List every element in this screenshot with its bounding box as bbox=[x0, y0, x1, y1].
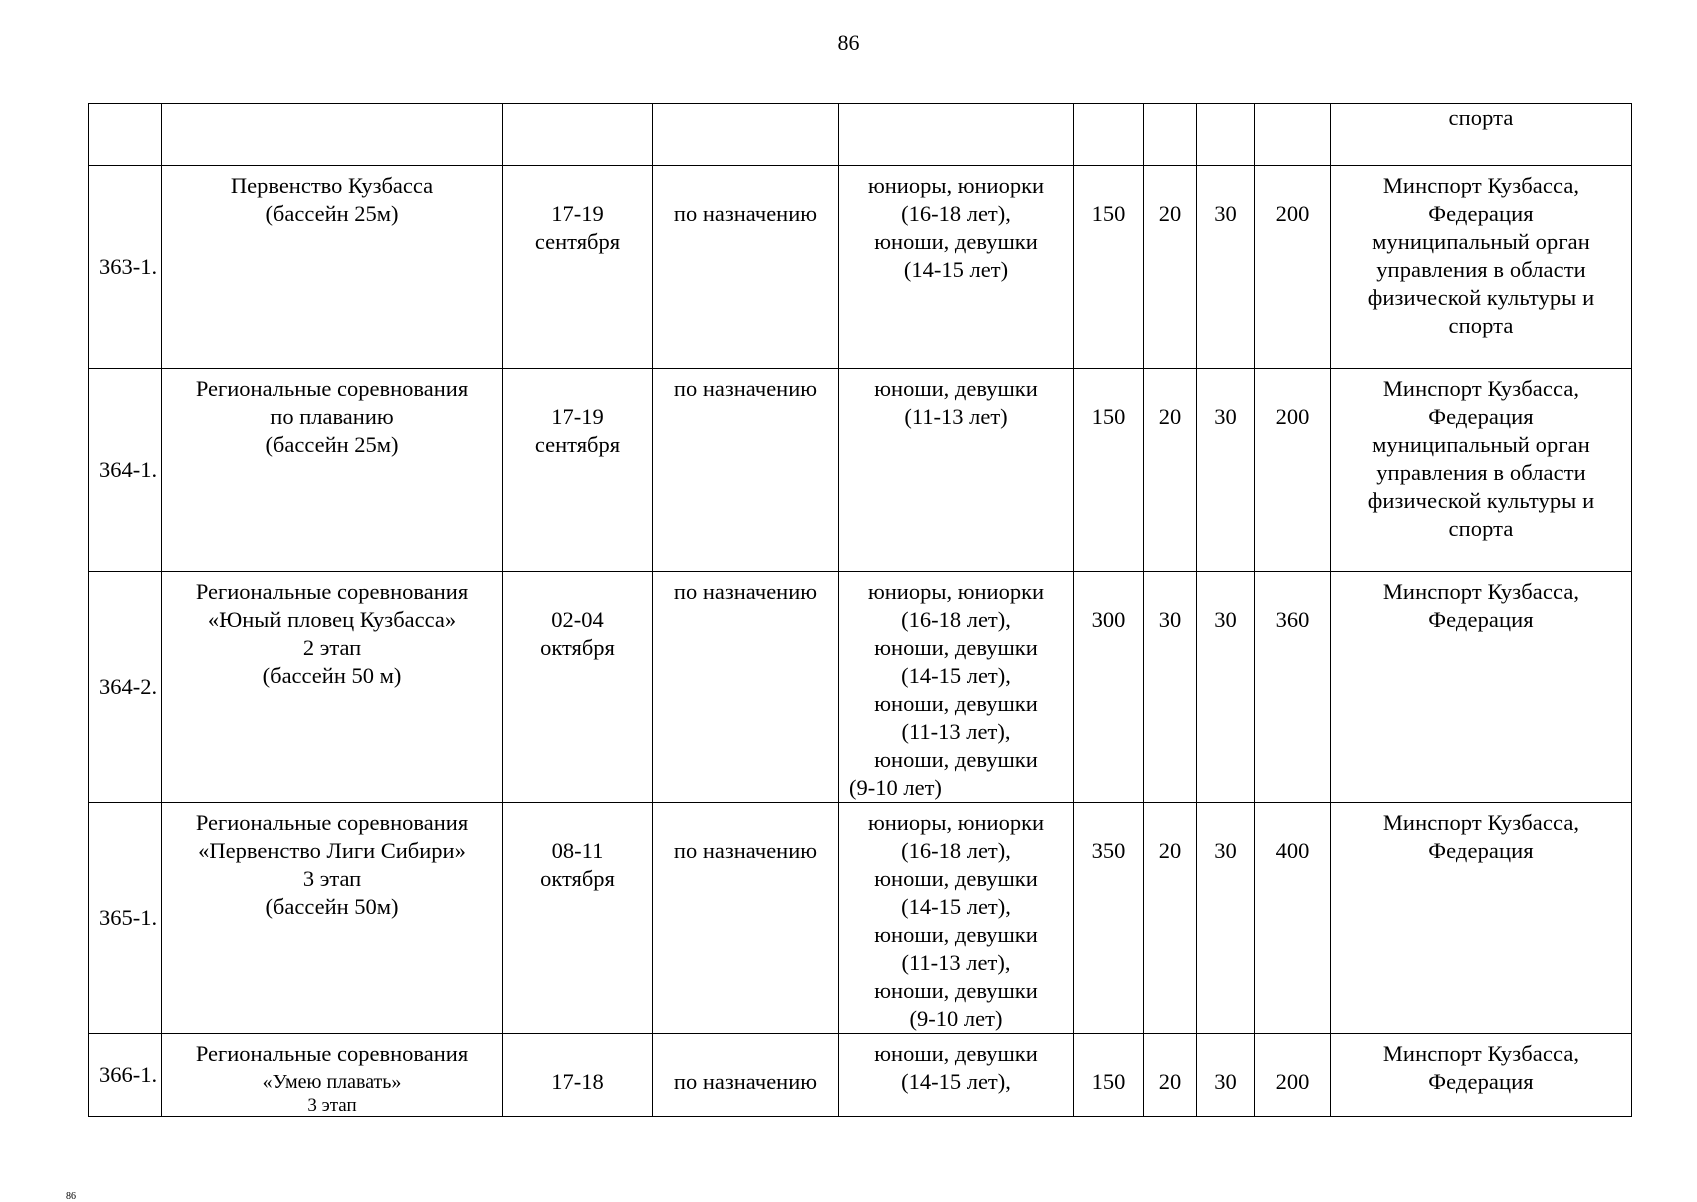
participants-cell bbox=[839, 803, 1074, 1034]
count-value: 300 bbox=[1091, 607, 1126, 632]
event-title-cell bbox=[162, 104, 503, 166]
count-cell-4 bbox=[1255, 104, 1331, 166]
event-title-line: «Первенство Лиги Сибири» bbox=[198, 838, 466, 863]
count-value: 200 bbox=[1275, 201, 1310, 226]
event-dates-line: сентября bbox=[534, 229, 621, 254]
event-dates-cell bbox=[503, 166, 653, 369]
participants-line: (9-10 лет) bbox=[849, 775, 942, 800]
event-dates-text bbox=[503, 166, 652, 256]
count-value: 360 bbox=[1275, 607, 1310, 632]
table-row bbox=[89, 803, 1632, 1034]
organizer-line: Федерация bbox=[1428, 404, 1534, 429]
organizer-line: Минспорт Кузбасса, bbox=[1382, 579, 1580, 604]
participants-line: юниоры, юниорки bbox=[867, 173, 1045, 198]
count-cell-3 bbox=[1197, 369, 1255, 572]
event-place: по назначению bbox=[673, 201, 818, 226]
event-dates-line: 17-19 bbox=[551, 404, 604, 429]
organizer-line: управления в области bbox=[1376, 257, 1586, 282]
event-place-cell bbox=[653, 803, 839, 1034]
event-dates-line: 17-19 bbox=[551, 201, 604, 226]
event-dates-cell bbox=[503, 1034, 653, 1117]
count-cell-1 bbox=[1074, 369, 1144, 572]
count-cell-1 bbox=[1074, 572, 1144, 803]
participants-line: юноши, девушки bbox=[874, 747, 1038, 772]
count-cell-4 bbox=[1255, 572, 1331, 803]
count-cell-2 bbox=[1144, 104, 1197, 166]
event-place-cell bbox=[653, 104, 839, 166]
count-cell-3 bbox=[1197, 1034, 1255, 1117]
participants-line: (11-13 лет), bbox=[901, 950, 1011, 975]
event-title-text bbox=[162, 1034, 502, 1116]
count-cell-4 bbox=[1255, 369, 1331, 572]
participants-line: (16-18 лет), bbox=[901, 838, 1011, 863]
count-value: 30 bbox=[1214, 201, 1237, 226]
count-cell-4 bbox=[1255, 1034, 1331, 1117]
participants-line: юноши, девушки bbox=[874, 922, 1038, 947]
participants-text bbox=[839, 1034, 1073, 1096]
event-number: 363-1. bbox=[99, 254, 158, 279]
event-title-text bbox=[162, 104, 502, 110]
event-title-cell bbox=[162, 803, 503, 1034]
participants-line: юниоры, юниорки bbox=[867, 810, 1045, 835]
organizer-line: Минспорт Кузбасса, bbox=[1382, 173, 1580, 198]
participants-text bbox=[839, 104, 1073, 110]
organizer-cell bbox=[1331, 572, 1632, 803]
event-title-cell bbox=[162, 369, 503, 572]
count-value: 20 bbox=[1158, 404, 1182, 429]
count-value: 20 bbox=[1158, 1069, 1182, 1094]
table-row bbox=[89, 166, 1632, 369]
event-dates-text bbox=[503, 572, 652, 662]
participants-cell bbox=[839, 104, 1074, 166]
participants-text bbox=[839, 572, 1073, 802]
event-place: по назначению bbox=[673, 838, 818, 863]
count-cell-2 bbox=[1144, 1034, 1197, 1117]
event-dates-cell bbox=[503, 104, 653, 166]
event-title-cell bbox=[162, 1034, 503, 1117]
organizer-text bbox=[1331, 166, 1631, 340]
organizer-line: физической культуры и bbox=[1367, 488, 1595, 513]
count-value: 30 bbox=[1214, 404, 1237, 429]
count-cell-3 bbox=[1197, 166, 1255, 369]
events-table bbox=[88, 103, 1632, 1117]
count-value: 200 bbox=[1275, 1069, 1310, 1094]
event-title-line: (бассейн 25м) bbox=[265, 432, 399, 457]
event-title-line: (бассейн 50м) bbox=[265, 894, 399, 919]
event-place: по назначению bbox=[673, 376, 818, 401]
event-dates-line: октября bbox=[540, 635, 615, 660]
count-value: 150 bbox=[1091, 1069, 1126, 1094]
event-dates-text bbox=[503, 104, 652, 138]
count-cell-2 bbox=[1144, 369, 1197, 572]
participants-line: (14-15 лет) bbox=[903, 257, 1009, 282]
event-title-line: (бассейн 50 м) bbox=[262, 663, 402, 688]
organizer-line: спорта bbox=[1448, 516, 1514, 541]
count-value: 20 bbox=[1158, 838, 1182, 863]
organizer-line: муниципальный орган bbox=[1372, 229, 1590, 254]
event-number: 364-2. bbox=[99, 674, 158, 699]
organizer-line: Минспорт Кузбасса, bbox=[1382, 810, 1580, 835]
footnote-marker: 86 bbox=[66, 1191, 76, 1202]
count-cell-4 bbox=[1255, 803, 1331, 1034]
count-cell-1 bbox=[1074, 104, 1144, 166]
organizer-line: спорта bbox=[1448, 313, 1514, 338]
event-number-cell bbox=[89, 1034, 162, 1117]
count-value: 150 bbox=[1091, 404, 1126, 429]
count-cell-2 bbox=[1144, 166, 1197, 369]
participants-text bbox=[839, 803, 1073, 1033]
organizer-text bbox=[1331, 1034, 1631, 1096]
organizer-line: спорта bbox=[1448, 105, 1514, 130]
event-place: по назначению bbox=[673, 579, 818, 604]
table-body bbox=[89, 104, 1632, 1117]
event-number-cell bbox=[89, 166, 162, 369]
participants-line: юноши, девушки bbox=[874, 691, 1038, 716]
organizer-line: управления в области bbox=[1376, 460, 1586, 485]
participants-line: (14-15 лет), bbox=[901, 663, 1011, 688]
event-title-text bbox=[162, 166, 502, 228]
participants-line: юноши, девушки bbox=[874, 978, 1038, 1003]
event-title-line: Региональные соревнования bbox=[195, 810, 469, 835]
event-dates-line: 08-11 bbox=[551, 838, 604, 863]
count-cell-3 bbox=[1197, 572, 1255, 803]
count-cell-2 bbox=[1144, 572, 1197, 803]
table-row bbox=[89, 572, 1632, 803]
participants-line: юниоры, юниорки bbox=[867, 579, 1045, 604]
count-value: 20 bbox=[1158, 201, 1182, 226]
event-dates-cell bbox=[503, 572, 653, 803]
event-number: 364-1. bbox=[99, 457, 158, 482]
event-title-cell bbox=[162, 166, 503, 369]
count-cell-4 bbox=[1255, 166, 1331, 369]
organizer-cell bbox=[1331, 166, 1632, 369]
organizer-line: Федерация bbox=[1428, 201, 1534, 226]
event-title-text bbox=[162, 572, 502, 690]
event-title-text bbox=[162, 369, 502, 459]
event-title-line: 3 этап bbox=[302, 866, 362, 891]
event-dates-text bbox=[503, 369, 652, 459]
organizer-line: физической культуры и bbox=[1367, 285, 1595, 310]
count-value: 30 bbox=[1158, 607, 1182, 632]
event-dates-line: 02-04 bbox=[551, 607, 604, 632]
participants-line: (14-15 лет), bbox=[901, 894, 1011, 919]
organizer-cell bbox=[1331, 803, 1632, 1034]
event-place-cell bbox=[653, 572, 839, 803]
event-place-cell bbox=[653, 369, 839, 572]
event-number-cell bbox=[89, 104, 162, 166]
event-number: 366-1. bbox=[99, 1062, 158, 1087]
event-title-text bbox=[162, 803, 502, 921]
event-title-line: 2 этап bbox=[302, 635, 362, 660]
event-title-line: «Умею плавать» bbox=[262, 1071, 402, 1093]
participants-text bbox=[839, 166, 1073, 284]
event-number-cell bbox=[89, 369, 162, 572]
participants-line: юноши, девушки bbox=[874, 376, 1038, 401]
participants-cell bbox=[839, 1034, 1074, 1117]
organizer-text bbox=[1331, 369, 1631, 543]
participants-cell bbox=[839, 369, 1074, 572]
event-title-line: (бассейн 25м) bbox=[265, 201, 399, 226]
participants-line: (16-18 лет), bbox=[901, 201, 1011, 226]
event-title-line: Региональные соревнования bbox=[195, 1041, 469, 1066]
event-title-line: «Юный пловец Кузбасса» bbox=[207, 607, 457, 632]
organizer-cell bbox=[1331, 369, 1632, 572]
count-cell-2 bbox=[1144, 803, 1197, 1034]
table-row bbox=[89, 1034, 1632, 1117]
participants-text bbox=[839, 369, 1073, 431]
organizer-line: Минспорт Кузбасса, bbox=[1382, 1041, 1580, 1066]
participants-line: (16-18 лет), bbox=[901, 607, 1011, 632]
count-value: 30 bbox=[1214, 607, 1237, 632]
organizer-line: Федерация bbox=[1428, 838, 1534, 863]
event-title-cell bbox=[162, 572, 503, 803]
count-value: 400 bbox=[1275, 838, 1310, 863]
count-value: 200 bbox=[1275, 404, 1310, 429]
table-row bbox=[89, 369, 1632, 572]
participants-line: юноши, девушки bbox=[874, 229, 1038, 254]
organizer-line: Федерация bbox=[1428, 1069, 1534, 1094]
organizer-line: муниципальный орган bbox=[1372, 432, 1590, 457]
event-title-line: 3 этап bbox=[307, 1095, 357, 1116]
count-value: 150 bbox=[1091, 201, 1126, 226]
event-dates-cell bbox=[503, 803, 653, 1034]
organizer-line: Федерация bbox=[1428, 607, 1534, 632]
event-title-line: Региональные соревнования bbox=[195, 579, 469, 604]
count-cell-1 bbox=[1074, 166, 1144, 369]
event-number-cell bbox=[89, 572, 162, 803]
event-dates-cell bbox=[503, 369, 653, 572]
count-cell-3 bbox=[1197, 104, 1255, 166]
participants-line: (11-13 лет) bbox=[904, 404, 1008, 429]
event-number-cell bbox=[89, 803, 162, 1034]
participants-line: (14-15 лет), bbox=[901, 1069, 1011, 1094]
event-dates-line: сентября bbox=[534, 432, 621, 457]
organizer-cell bbox=[1331, 104, 1632, 166]
count-value: 30 bbox=[1214, 1069, 1237, 1094]
organizer-text bbox=[1331, 572, 1631, 634]
event-title-line: Региональные соревнования bbox=[195, 376, 469, 401]
event-dates-text bbox=[503, 1034, 652, 1096]
count-value: 30 bbox=[1214, 838, 1237, 863]
participants-line: (11-13 лет), bbox=[901, 719, 1011, 744]
participants-line: (9-10 лет) bbox=[909, 1006, 1003, 1031]
participants-line: юноши, девушки bbox=[874, 1041, 1038, 1066]
count-value: 350 bbox=[1091, 838, 1126, 863]
organizer-cell bbox=[1331, 1034, 1632, 1117]
participants-line: юноши, девушки bbox=[874, 866, 1038, 891]
participants-line: юноши, девушки bbox=[874, 635, 1038, 660]
organizer-text bbox=[1331, 104, 1631, 132]
participants-cell bbox=[839, 166, 1074, 369]
organizer-text bbox=[1331, 803, 1631, 865]
count-cell-3 bbox=[1197, 803, 1255, 1034]
participants-cell bbox=[839, 572, 1074, 803]
page-number: 86 bbox=[837, 30, 860, 55]
event-place-cell bbox=[653, 1034, 839, 1117]
event-title-line: по плаванию bbox=[270, 404, 394, 429]
event-title-line: Первенство Кузбасса bbox=[230, 173, 434, 198]
count-cell-1 bbox=[1074, 803, 1144, 1034]
event-place-cell bbox=[653, 166, 839, 369]
count-cell-1 bbox=[1074, 1034, 1144, 1117]
event-dates-line: октября bbox=[540, 866, 615, 891]
event-dates-text bbox=[503, 803, 652, 893]
event-dates-line: 17-18 bbox=[551, 1069, 604, 1094]
table-row bbox=[89, 104, 1632, 166]
organizer-line: Минспорт Кузбасса, bbox=[1382, 376, 1580, 401]
event-number: 365-1. bbox=[99, 905, 158, 930]
event-place: по назначению bbox=[673, 1069, 818, 1094]
